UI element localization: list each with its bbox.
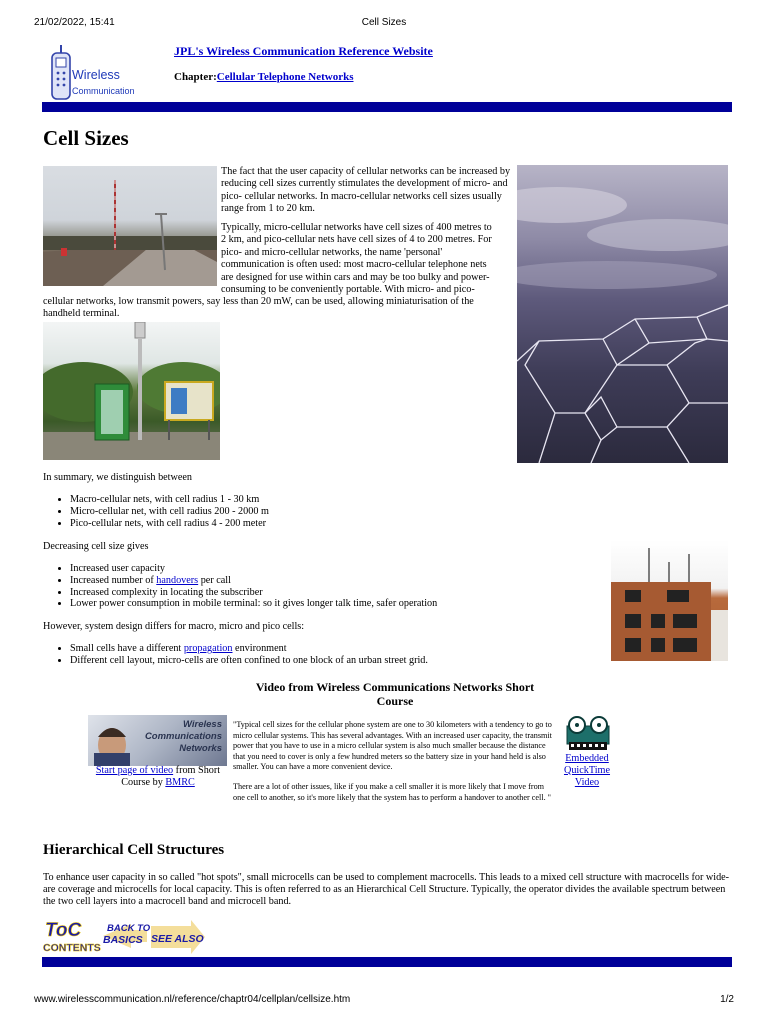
site-title-link[interactable]: JPL's Wireless Communication Reference Website	[174, 44, 433, 58]
print-title: Cell Sizes	[361, 17, 407, 28]
hexagon-cells-sky-photo	[517, 165, 728, 463]
back-text: BACK TO	[107, 923, 151, 934]
intro-line: 2 km, and pico-cellular nets have cell sizes of 4 to 200 metres. For	[221, 234, 492, 246]
see-also-button[interactable]	[151, 920, 205, 954]
bmrc-link[interactable]: BMRC	[165, 776, 195, 788]
quicktime-video-caption	[556, 753, 618, 788]
intro-line: consuming to be conveniently portable. With micro- and pico-	[221, 284, 475, 296]
header-divider-bar	[42, 102, 732, 112]
design-label: However, system design differs for macro, micro and pico cells:	[43, 621, 305, 632]
video-thumbnail[interactable]	[88, 715, 227, 766]
handovers-link[interactable]: handovers	[156, 574, 199, 586]
list-item	[70, 643, 603, 655]
video-heading: Video from Wireless Communications Networks Short Course	[255, 680, 535, 708]
tower-photo	[43, 166, 217, 286]
film-reel-icon[interactable]	[563, 716, 613, 754]
thumb-text: Communications	[144, 731, 222, 742]
video-caption	[86, 765, 230, 789]
intro-line: are designed for use within cars and may be too bulky and power-	[221, 271, 490, 283]
quicktime-video-link[interactable]: Embedded QuickTime Video	[563, 753, 611, 788]
intro-paragraph-2	[221, 222, 517, 296]
list-item-text: Increased number of	[70, 574, 157, 586]
list-item: • Increased complexity in locating the subscriber	[70, 587, 603, 599]
hierarchical-heading: Hierarchical Cell Structures	[43, 842, 225, 858]
list-item-text: per call	[198, 574, 231, 586]
site-title	[174, 44, 433, 59]
logo-text-communication: Communication	[72, 86, 135, 96]
basics-text: BASICS	[103, 934, 143, 946]
video-caption-text: from Short Course by	[121, 765, 221, 788]
intro-line: pico- and micro-cellular networks, the name 'personal'	[221, 246, 443, 258]
design-list	[43, 643, 603, 667]
footer-divider-bar	[42, 957, 732, 967]
intro-paragraph-2-wrap	[43, 296, 517, 321]
chapter-label: Chapter:	[174, 71, 217, 83]
back-to-basics-button[interactable]	[103, 923, 151, 948]
toc-contents-button[interactable]	[43, 920, 101, 954]
list-item: • Micro-cellular net, with cell radius 200 - 2000 m	[70, 506, 563, 518]
list-item: • Increased user capacity	[70, 563, 603, 575]
print-timestamp: 21/02/2022, 15:41	[34, 17, 115, 28]
print-footer	[34, 994, 734, 1008]
decreasing-list	[43, 563, 603, 610]
intro-paragraph-1: The fact that the user capacity of cellular networks can be increased by reducing cell sizes currently stimulates the development of micro- and pico- cellular networks. In macro-cellular networks cell sizes usually range from 1 to 20 km.	[221, 166, 511, 215]
quote-paragraph: "Typical cell sizes for the cellular phone system are one to 30 kilometers with a tendency to go to micro cellular systems. This has several advantages. With an increased user capacity, the transmit power that you have to use in a micro cellular system is also much smaller because the distance that you need to cover is only a few hundred meters so the battery size in your hand held is also smaller. You can have a more convenient device.	[233, 720, 552, 772]
intro-line: Typically, micro-cellular networks have cell sizes of 400 metres to	[221, 222, 492, 233]
phone-logo-icon	[47, 44, 135, 100]
print-url: www.wirelesscommunication.nl/reference/chaptr04/cellplan/cellsize.htm	[34, 994, 351, 1005]
print-page-number: 1/2	[720, 994, 734, 1005]
list-item-text: environment	[232, 643, 287, 654]
intro-line: communication is often used: most macro-cellular telephone nets	[221, 259, 487, 271]
phone-booth-photo	[43, 322, 220, 460]
list-item-text: Small cells have a different	[70, 643, 184, 654]
decreasing-label: Decreasing cell size gives	[43, 541, 149, 552]
chapter-line	[174, 71, 353, 83]
list-item: • Different cell layout, micro-cells are often confined to one block of an urban street grid.	[70, 655, 603, 667]
quote-paragraph: There are a lot of other issues, like if you make a cell smaller it is more likely that I move from one cell to another, so it's more likely that the system has to perform a handover to another cell. "	[233, 781, 552, 802]
video-start-link[interactable]: Start page of video	[95, 765, 174, 776]
hierarchical-paragraph: To enhance user capacity in so called "hot spots", small microcells can be used to complement macrocells. This leads to a mixed cell structure with macrocells for wide-are coverage and microcells for local capacity. This is often referred to as an Hierarchical Cell Structure. Typically, the operator divides the available spectrum between the two cell layers into a macrocell band and microcell band.	[43, 872, 730, 907]
building-antennas-photo	[611, 540, 728, 661]
summary-label: In summary, we distinguish between	[43, 472, 193, 483]
thumb-text: Networks	[179, 743, 222, 754]
list-item: • Macro-cellular nets, with cell radius 1 - 30 km	[70, 494, 563, 506]
intro-line: cellular networks, low transmit powers, say less than 20 mW, can be used, allowing miniaturisation of the	[43, 296, 474, 307]
page-title: Cell Sizes	[43, 126, 129, 150]
intro-line: handheld terminal.	[43, 308, 120, 320]
list-item: • Lower power consumption in mobile terminal: so it gives longer talk time, safer operation	[70, 598, 603, 610]
navigation-buttons	[43, 916, 208, 958]
toc-text: ToC	[45, 920, 82, 941]
logo-text-wireless: Wireless	[72, 68, 120, 82]
thumb-text: Wireless	[183, 719, 222, 730]
propagation-link[interactable]: propagation	[183, 643, 233, 654]
wireless-communication-logo[interactable]	[47, 44, 135, 100]
list-item: • Pico-cellular nets, with cell radius 4 - 200 meter	[70, 518, 563, 530]
video-quote	[233, 720, 555, 812]
contents-text: CONTENTS	[43, 942, 101, 954]
chapter-link[interactable]: Cellular Telephone Networks	[216, 71, 354, 83]
print-header	[34, 17, 734, 31]
list-item	[70, 575, 603, 587]
cell-types-list	[43, 494, 563, 529]
see-also-text: SEE ALSO	[151, 933, 204, 945]
